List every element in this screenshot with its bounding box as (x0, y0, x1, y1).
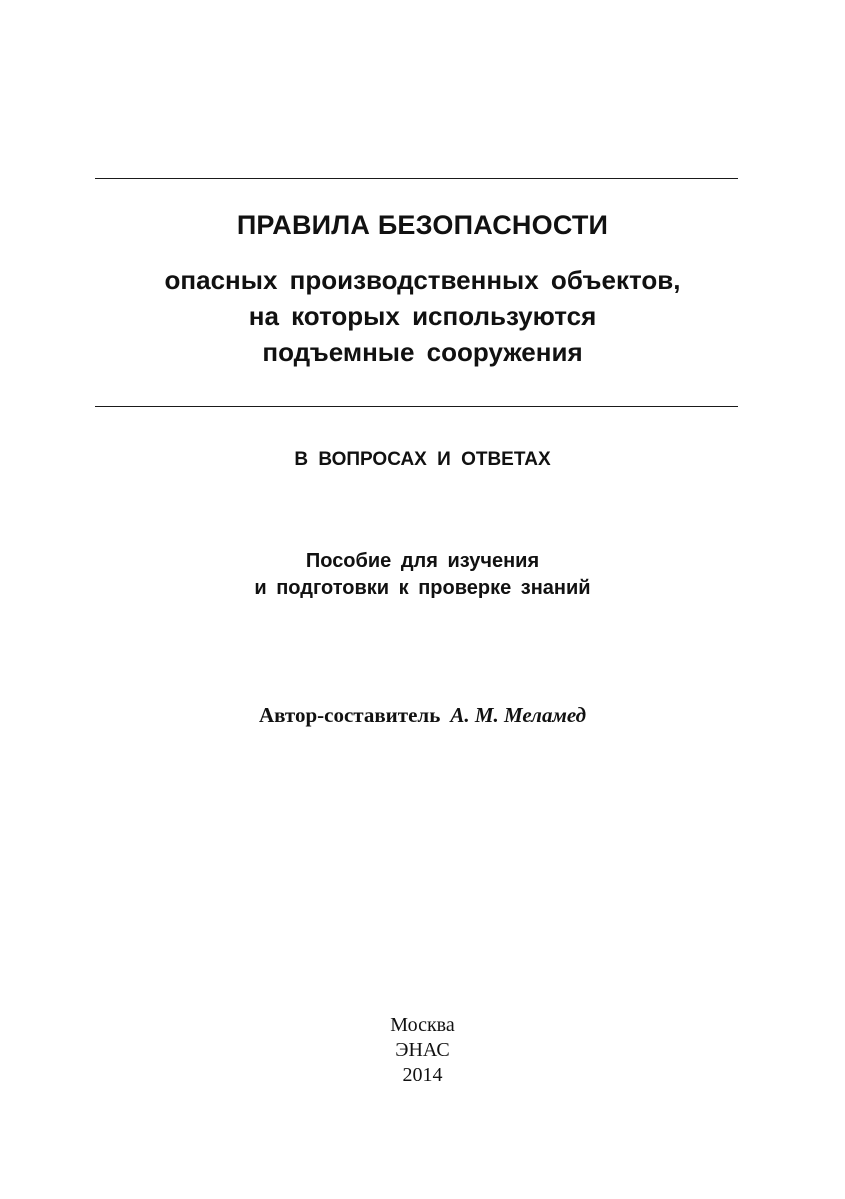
subtitle-block (0, 262, 845, 370)
imprint-publisher: ЭНАС (395, 1039, 450, 1061)
subtitle-line-1: опасных производственных объектов, (164, 265, 681, 295)
manual-description (0, 548, 845, 602)
imprint-year: 2014 (402, 1064, 443, 1086)
top-divider (95, 178, 738, 179)
imprint-block (0, 1013, 845, 1088)
bottom-divider (95, 406, 738, 407)
main-title: ПРАВИЛА БЕЗОПАСНОСТИ (236, 210, 609, 240)
manual-line-2: и подготовки к проверке знаний (254, 577, 591, 599)
author-line (0, 701, 845, 729)
subtitle-line-2: на которых используются (248, 301, 597, 331)
author-name: А. М. Меламед (450, 703, 587, 727)
imprint-city: Москва (390, 1014, 455, 1036)
manual-line-1: Пособие для изучения (305, 550, 540, 572)
author-label: Автор-составитель (258, 703, 441, 727)
series-label: В ВОПРОСАХ И ОТВЕТАХ (294, 449, 551, 470)
subtitle-line-3: подъемные сооружения (262, 337, 583, 367)
